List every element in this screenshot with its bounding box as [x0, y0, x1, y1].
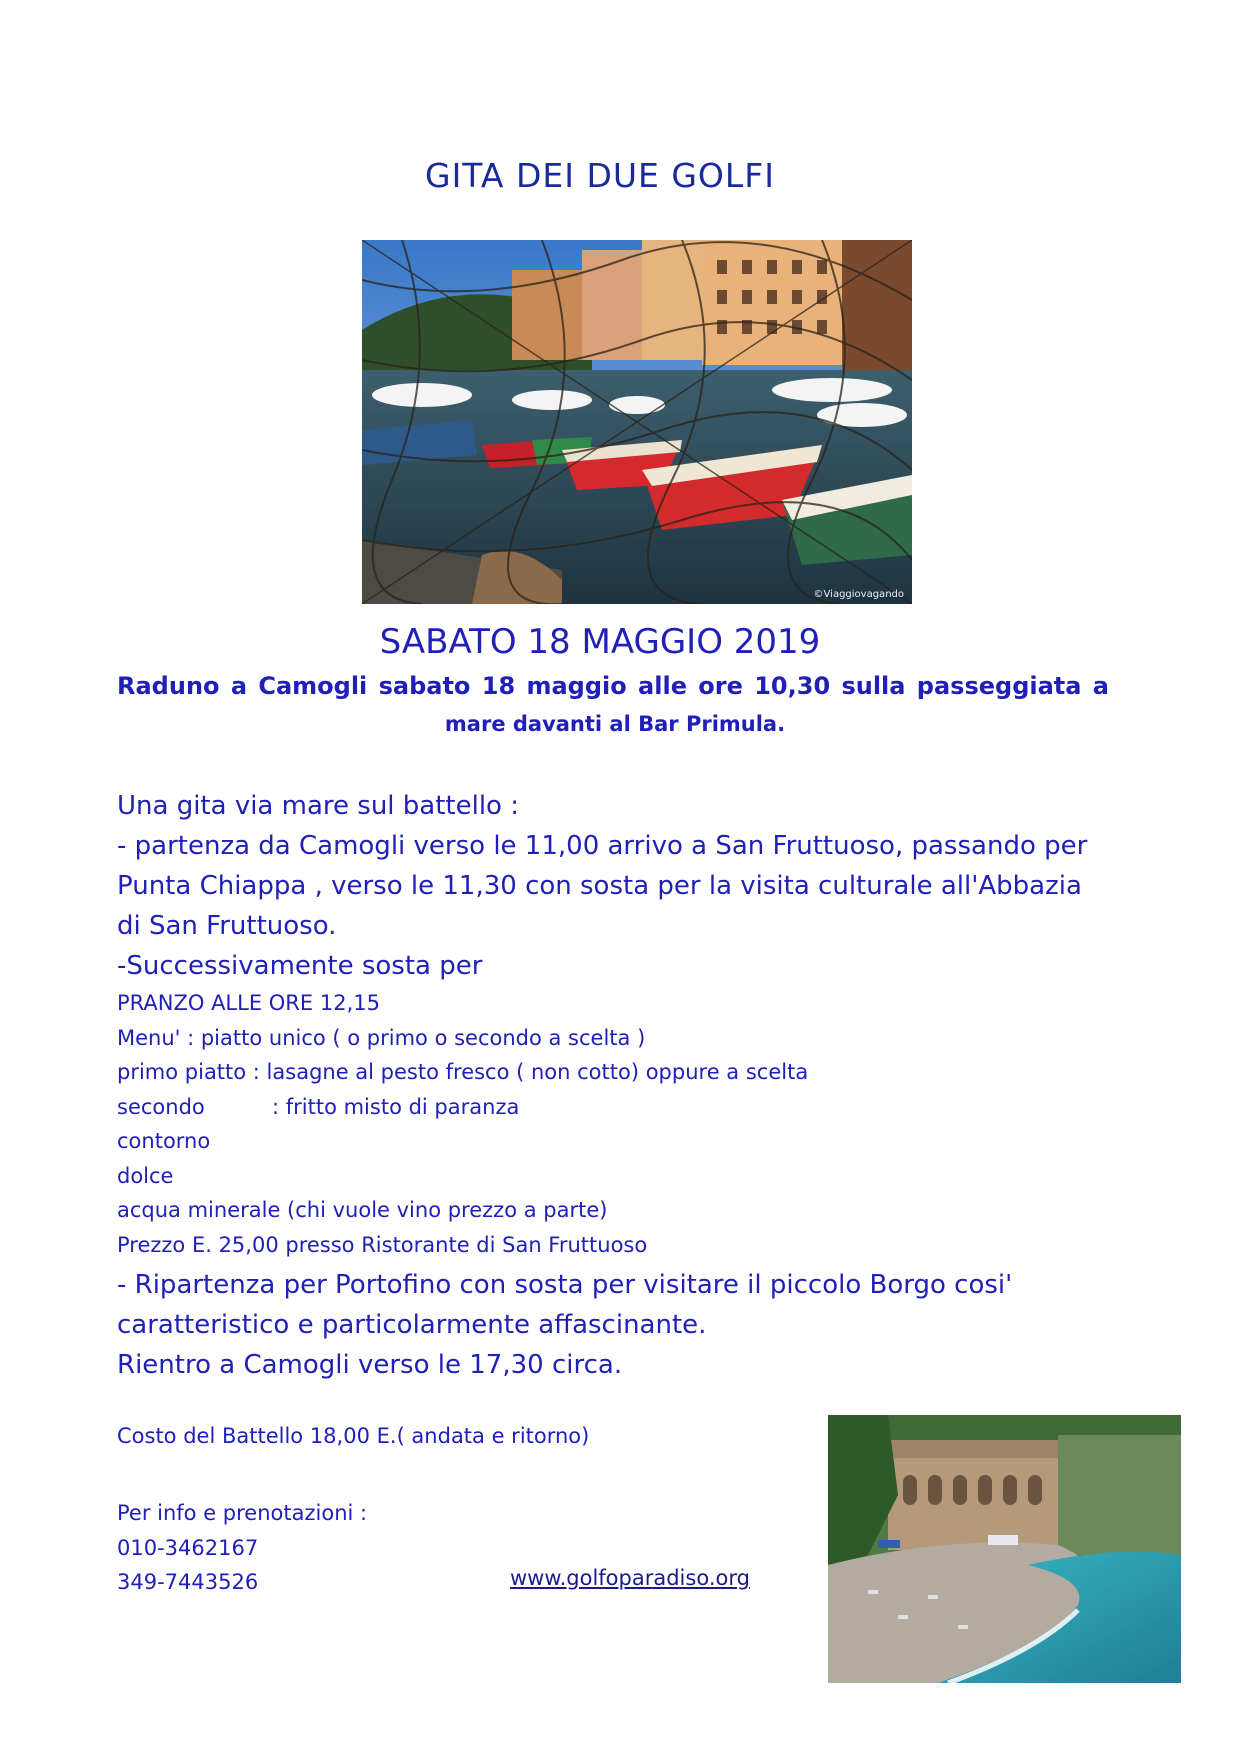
itinerary-line: Punta Chiappa , verso le 11,30 con sosta per la visita culturale all'Abbazia — [117, 871, 1082, 901]
itinerary-line: - Ripartenza per Portofino con sosta per visitare il piccolo Borgo cosi' — [117, 1270, 1013, 1300]
menu-acqua: acqua minerale (chi vuole vino prezzo a parte) — [117, 1198, 608, 1222]
san-fruttuoso-photo — [828, 1415, 1181, 1683]
itinerary-line: Rientro a Camogli verso le 17,30 circa. — [117, 1350, 623, 1380]
menu-contorno: contorno — [117, 1129, 211, 1153]
menu-primo: primo piatto : lasagne al pesto fresco ( non cotto) oppure a scelta — [117, 1060, 809, 1084]
itinerary-line: caratteristico e particolarmente affascinante. — [117, 1310, 707, 1340]
website-link[interactable]: www.golfoparadiso.org — [510, 1566, 750, 1590]
menu-dolce: dolce — [117, 1163, 174, 1188]
lunch-menu — [117, 986, 808, 1262]
page-title: GITA DEI DUE GOLFI — [425, 156, 775, 195]
meeting-line-2: mare davanti al Bar Primula. — [444, 712, 786, 736]
itinerary-part-1 — [117, 786, 1087, 986]
camogli-harbour-photo — [362, 240, 912, 604]
menu-secondo-value: : fritto misto di paranza — [272, 1094, 520, 1119]
lunch-time: PRANZO ALLE ORE 12,15 — [117, 991, 380, 1015]
itinerary-line: Una gita via mare sul battello : — [117, 791, 519, 821]
boat-cost: Costo del Battello 18,00 E.( andata e ritorno) — [117, 1424, 590, 1448]
photo-credit: ©Viaggiovagando — [813, 589, 904, 600]
itinerary-line: -Successivamente sosta per — [117, 951, 483, 981]
phone-number: 349-7443526 — [117, 1570, 259, 1594]
menu-line: Menu' : piatto unico ( o primo o secondo a scelta ) — [117, 1025, 646, 1050]
menu-prezzo: Prezzo E. 25,00 presso Ristorante di San Fruttuoso — [117, 1232, 648, 1257]
event-date: SABATO 18 MAGGIO 2019 — [379, 622, 821, 662]
itinerary-part-2 — [117, 1265, 1012, 1385]
menu-secondo — [117, 1090, 808, 1125]
phone-number: 010-3462167 — [117, 1535, 259, 1560]
itinerary-line: di San Fruttuoso. — [117, 911, 337, 941]
contact-label: Per info e prenotazioni : — [117, 1501, 368, 1525]
itinerary-line: - partenza da Camogli verso le 11,00 arrivo a San Fruttuoso, passando per — [117, 831, 1088, 861]
contact-info — [117, 1496, 367, 1600]
menu-secondo-label: secondo — [117, 1094, 205, 1119]
meeting-line-1: Raduno a Camogli sabato 18 maggio alle ore 10,30 sulla passeggiata a — [117, 672, 1109, 700]
